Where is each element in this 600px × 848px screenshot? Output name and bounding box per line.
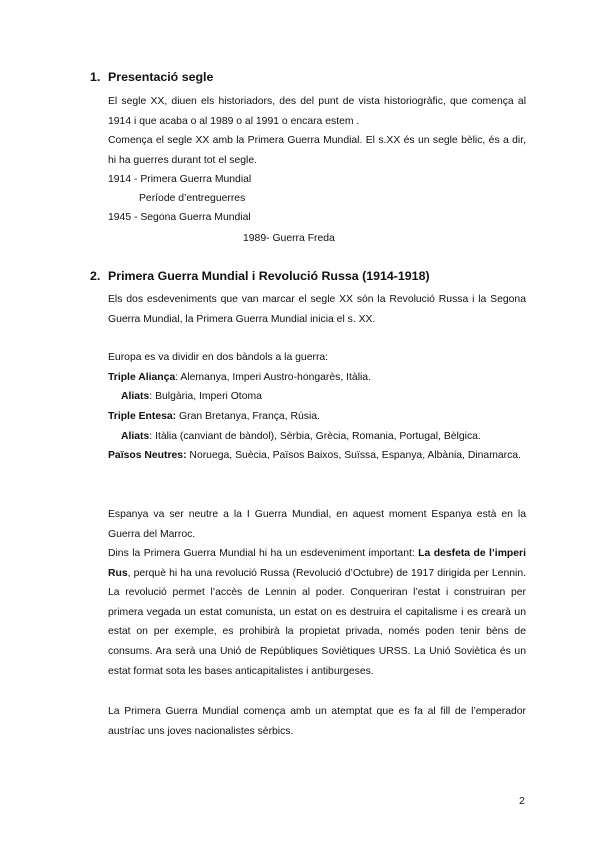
desfeta-paragraph [108, 544, 526, 681]
triple-entesa-label: Triple Entesa: [108, 411, 177, 422]
triple-entesa-line [108, 407, 526, 427]
division-sentence: Europa es va dividir en dos bàndols a la guerra: [108, 352, 329, 363]
section-1-title: Presentació segle [108, 70, 214, 84]
neutres-members: Noruega, Suècia, Països Baixos, Suïssa, Espanya, Albània, Dinamarca. [186, 450, 521, 461]
espanya-paragraph: Espanya va ser neutre a la I Guerra Mundial, en aquest moment Espanya està en la Guerra del Marroc. [108, 509, 526, 540]
neutres-line [108, 446, 526, 466]
section-2-heading [90, 269, 430, 283]
section-1-paragraph-2: Comença el segle XX amb la Primera Guerra Mundial. El s.XX és un segle bèlic, és a dir, hi ha guerres durant tot el segle. [108, 135, 526, 166]
atemptat-paragraph: La Primera Guerra Mundial comença amb un atemptat que es fa al fill de l’emperador austríac uns joves nacionalistes sèrbics. [108, 706, 526, 737]
section-1-heading [90, 70, 213, 84]
desfeta-emphasis: La desfeta de l’imperi Rus [108, 548, 526, 579]
section-2-title: Primera Guerra Mundial i Revolució Russa (1914-1918) [108, 269, 430, 283]
aliats-1-members: : Bulgària, Imperi Otoma [149, 391, 262, 402]
aliats-2-label: Aliats [121, 431, 150, 442]
aliats-1-label: Aliats [121, 391, 150, 402]
triple-entesa-members: Gran Bretanya, França, Rúsia. [176, 411, 320, 422]
timeline-entreguerres: Període d’entreguerres [139, 193, 246, 204]
triple-alianca-label: Triple Aliança [108, 372, 176, 383]
aliats-2-members: : Itàlia (canviant de bàndol), Sèrbia, Grècia, Romania, Portugal, Bèlgica. [149, 431, 481, 442]
desfeta-body: , perquè hi ha una revolució Russa (Revolució d’Octubre) de 1917 dirigida per Lennin. La revolució permet l’accès de Lennin al poder. Conqueriran l’estat i construiran per primera vegada un estat comunista, un estat on es destruira el capitalisme i es crearà un estat on per exemple, es prohibirà la propietat privada, només poden tenir bèns de consums. Ara serà una Unió de Repúbliques Soviètiques URSS. La Unió Soviètica és un estat format sota les bases anticapitalistes i antiburgeses. [108, 567, 526, 677]
page-number: 2 [519, 796, 525, 807]
section-1-number: 1. [90, 70, 101, 84]
triple-alianca-line [108, 368, 526, 388]
timeline-1989: 1989- Guerra Freda [243, 233, 335, 244]
triple-alianca-members: : Alemanya, Imperi Austro-hongarès, Itàlia. [175, 372, 371, 383]
timeline-1914: 1914 - Primera Guerra Mundial [108, 174, 252, 185]
aliats-2-line [121, 427, 531, 447]
aliats-1-line [121, 387, 539, 407]
desfeta-intro: Dins la Primera Guerra Mundial hi ha un esdeveniment important: [108, 548, 419, 559]
section-2-number: 2. [90, 269, 101, 283]
section-2-intro: Els dos esdeveniments que van marcar el segle XX són la Revolució Russa i la Segona Guerra Mundial, la Primera Guerra Mundial inicia el s. XX. [108, 294, 526, 325]
neutres-label: Països Neutres: [108, 450, 187, 461]
timeline-1945: 1945 - Segona Guerra Mundial [108, 212, 251, 223]
section-1-paragraph-1: El segle XX, diuen els historiadors, des del punt de vista historiogràfic, que comença al 1914 i que acaba o al 1989 o al 1991 o encara estem . [108, 96, 526, 127]
